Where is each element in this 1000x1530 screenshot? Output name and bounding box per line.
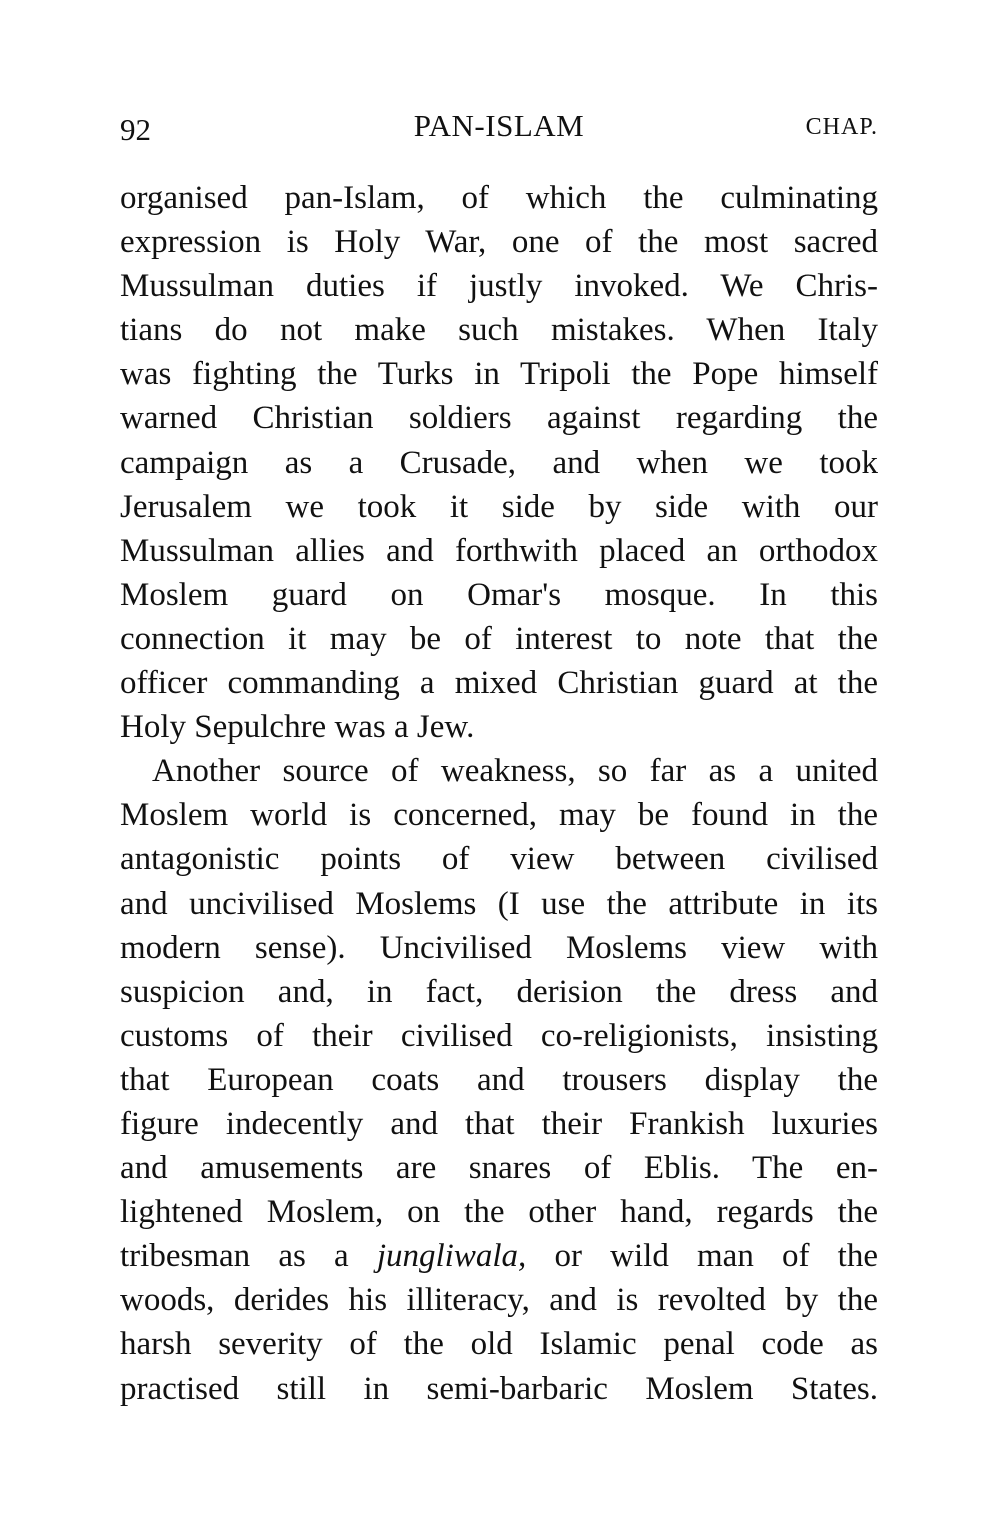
italic-term: jungliwala, xyxy=(376,1238,527,1275)
text-line: Mussulman duties if justly invoked. We Chris- xyxy=(120,268,878,305)
text-line: that European coats and trousers display the xyxy=(120,1061,878,1098)
text-line: tians do not make such mistakes. When Italy xyxy=(120,312,878,349)
text-line: Moslem guard on Omar's mosque. In this xyxy=(120,576,878,613)
text-line: expression is Holy War, one of the most sacred xyxy=(120,224,878,261)
page-header xyxy=(120,108,878,152)
text-line: warned Christian soldiers against regarding the xyxy=(120,400,878,437)
text-line: suspicion and, in fact, derision the dress and xyxy=(120,973,878,1010)
page-number: 92 xyxy=(120,112,151,147)
paragraph-end-line: Holy Sepulchre was a Jew. xyxy=(120,709,475,746)
text-line: customs of their civilised co-religionists, insisting xyxy=(120,1017,878,1054)
text-line: figure indecently and that their Frankish luxuries xyxy=(120,1105,878,1142)
chapter-label: CHAP. xyxy=(805,114,878,140)
text-segment: tribesman as a xyxy=(120,1238,377,1275)
text-line: lightened Moslem, on the other hand, regards the xyxy=(120,1194,878,1231)
text-line: woods, derides his illiteracy, and is revolted by the xyxy=(120,1282,878,1319)
text-line-with-italic xyxy=(120,1234,878,1278)
text-line: practised still in semi-barbaric Moslem States. xyxy=(120,1370,878,1407)
text-line: organised pan-Islam, of which the culminating xyxy=(120,180,878,216)
text-line: harsh severity of the old Islamic penal code as xyxy=(120,1326,878,1363)
running-title: PAN-ISLAM xyxy=(413,108,585,143)
text-line: Mussulman allies and forthwith placed an orthodox xyxy=(120,532,878,569)
text-line: modern sense). Uncivilised Moslems view with xyxy=(120,929,878,966)
text-segment: or wild man of the xyxy=(526,1238,878,1275)
text-line: connection it may be of interest to note that the xyxy=(120,620,878,657)
body-text xyxy=(120,176,878,1411)
text-line: Jerusalem we took it side by side with our xyxy=(120,488,878,525)
text-line: and amusements are snares of Eblis. The en- xyxy=(120,1150,878,1187)
text-line: campaign as a Crusade, and when we took xyxy=(120,444,878,481)
text-line: and uncivilised Moslems (I use the attribute in its xyxy=(120,885,878,922)
paragraph-start-line: Another source of weakness, so far as a united xyxy=(152,753,878,790)
text-line: was fighting the Turks in Tripoli the Pope himself xyxy=(120,356,878,393)
text-line: antagonistic points of view between civilised xyxy=(120,841,878,878)
text-line: officer commanding a mixed Christian guard at the xyxy=(120,665,878,702)
text-line: Moslem world is concerned, may be found in the xyxy=(120,797,878,834)
